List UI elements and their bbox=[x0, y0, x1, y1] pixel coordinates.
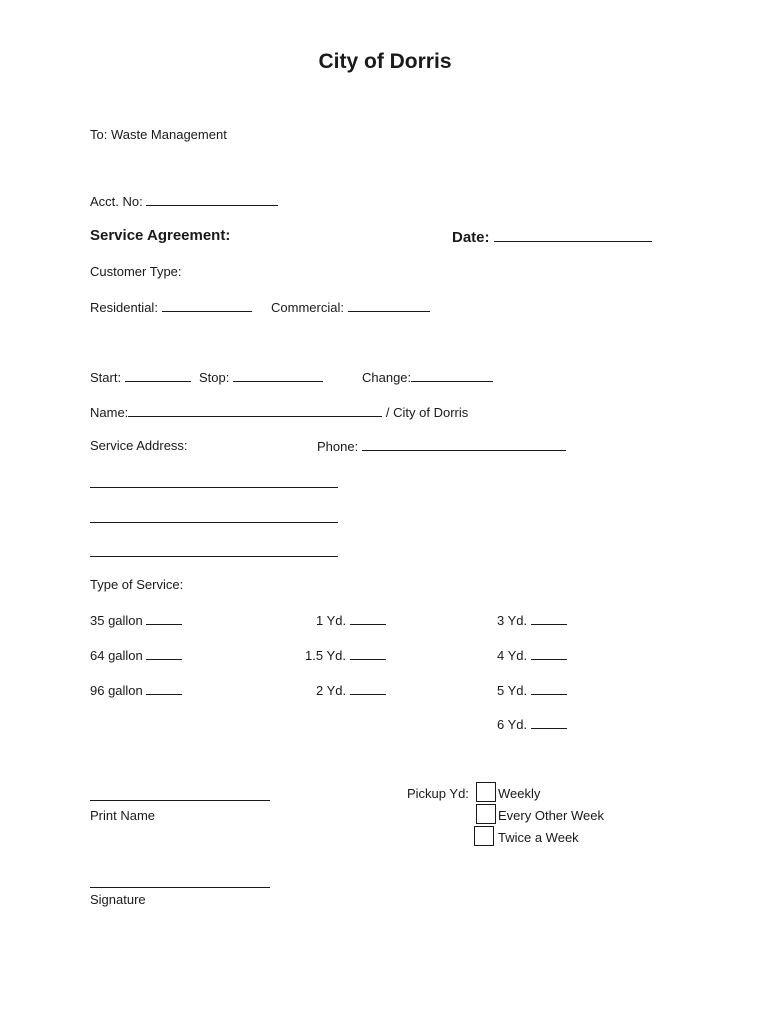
date-field[interactable] bbox=[494, 227, 652, 242]
service-64-gallon-field[interactable] bbox=[146, 647, 182, 660]
name-field[interactable] bbox=[128, 404, 382, 417]
commercial-row bbox=[271, 299, 430, 316]
service-2-yd bbox=[316, 682, 386, 699]
date-label: Date: bbox=[452, 229, 490, 246]
print-name-label: Print Name bbox=[90, 808, 156, 823]
weekly-label: Weekly bbox=[498, 786, 541, 801]
every-other-week-checkbox[interactable] bbox=[476, 804, 496, 824]
change-field[interactable] bbox=[411, 369, 493, 382]
residential-label: Residential: bbox=[90, 300, 158, 315]
service-2-yd-field[interactable] bbox=[350, 682, 386, 695]
service-5-yd-label: 5 Yd. bbox=[497, 683, 528, 698]
name-suffix: / City of Dorris bbox=[385, 405, 469, 420]
service-35-gallon-label: 35 gallon bbox=[90, 613, 143, 628]
address-line-3[interactable] bbox=[90, 556, 338, 557]
phone-label: Phone: bbox=[317, 439, 359, 454]
service-1-yd-field[interactable] bbox=[350, 612, 386, 625]
start-field[interactable] bbox=[125, 369, 191, 382]
service-5-yd-field[interactable] bbox=[531, 682, 567, 695]
commercial-label: Commercial: bbox=[271, 300, 344, 315]
service-1-5-yd-field[interactable] bbox=[350, 647, 386, 660]
to-line: To: Waste Management bbox=[90, 127, 227, 142]
service-6-yd-label: 6 Yd. bbox=[497, 717, 528, 732]
signature-label: Signature bbox=[90, 892, 146, 907]
service-4-yd-label: 4 Yd. bbox=[497, 648, 528, 663]
residential-row bbox=[90, 299, 252, 316]
service-35-gallon-field[interactable] bbox=[146, 612, 182, 625]
stop-row bbox=[199, 369, 323, 386]
pickup-label: Pickup Yd: bbox=[407, 786, 469, 801]
service-1-yd-label: 1 Yd. bbox=[316, 613, 347, 628]
address-line-1[interactable] bbox=[90, 487, 338, 488]
stop-label: Stop: bbox=[199, 370, 230, 385]
every-other-week-label: Every Other Week bbox=[498, 808, 604, 823]
twice-a-week-label: Twice a Week bbox=[498, 830, 579, 845]
service-96-gallon-label: 96 gallon bbox=[90, 683, 143, 698]
service-64-gallon bbox=[90, 647, 182, 664]
name-row bbox=[90, 404, 468, 421]
service-1-5-yd-label: 1.5 Yd. bbox=[305, 648, 346, 663]
start-row bbox=[90, 369, 191, 386]
change-row bbox=[362, 369, 493, 386]
service-3-yd-label: 3 Yd. bbox=[497, 613, 528, 628]
service-4-yd-field[interactable] bbox=[531, 647, 567, 660]
service-6-yd bbox=[497, 716, 567, 733]
customer-type-label: Customer Type: bbox=[90, 264, 182, 279]
change-label: Change: bbox=[362, 370, 412, 385]
stop-field[interactable] bbox=[233, 369, 323, 382]
service-1-yd bbox=[316, 612, 386, 629]
signature-line[interactable] bbox=[90, 887, 270, 888]
service-4-yd bbox=[497, 647, 567, 664]
start-label: Start: bbox=[90, 370, 122, 385]
service-6-yd-field[interactable] bbox=[531, 716, 567, 729]
service-3-yd-field[interactable] bbox=[531, 612, 567, 625]
phone-field[interactable] bbox=[362, 438, 566, 451]
type-of-service-label: Type of Service: bbox=[90, 577, 184, 592]
acct-no-field[interactable] bbox=[146, 193, 278, 206]
service-address-label: Service Address: bbox=[90, 438, 188, 453]
twice-a-week-checkbox[interactable] bbox=[474, 826, 494, 846]
weekly-checkbox[interactable] bbox=[476, 782, 496, 802]
address-line-2[interactable] bbox=[90, 522, 338, 523]
service-5-yd bbox=[497, 682, 567, 699]
commercial-field[interactable] bbox=[348, 299, 430, 312]
service-3-yd bbox=[497, 612, 567, 629]
acct-no-label: Acct. No: bbox=[90, 194, 143, 209]
service-96-gallon bbox=[90, 682, 182, 699]
service-1-5-yd bbox=[305, 647, 386, 664]
phone-row bbox=[317, 438, 566, 455]
service-96-gallon-field[interactable] bbox=[146, 682, 182, 695]
service-64-gallon-label: 64 gallon bbox=[90, 648, 143, 663]
acct-no-row bbox=[90, 193, 278, 210]
service-agreement-heading: Service Agreement: bbox=[90, 227, 231, 244]
print-name-line[interactable] bbox=[90, 800, 270, 801]
service-2-yd-label: 2 Yd. bbox=[316, 683, 347, 698]
page-title: City of Dorris bbox=[318, 50, 452, 73]
residential-field[interactable] bbox=[162, 299, 252, 312]
name-label: Name: bbox=[90, 405, 129, 420]
date-row bbox=[452, 227, 652, 247]
service-35-gallon bbox=[90, 612, 182, 629]
